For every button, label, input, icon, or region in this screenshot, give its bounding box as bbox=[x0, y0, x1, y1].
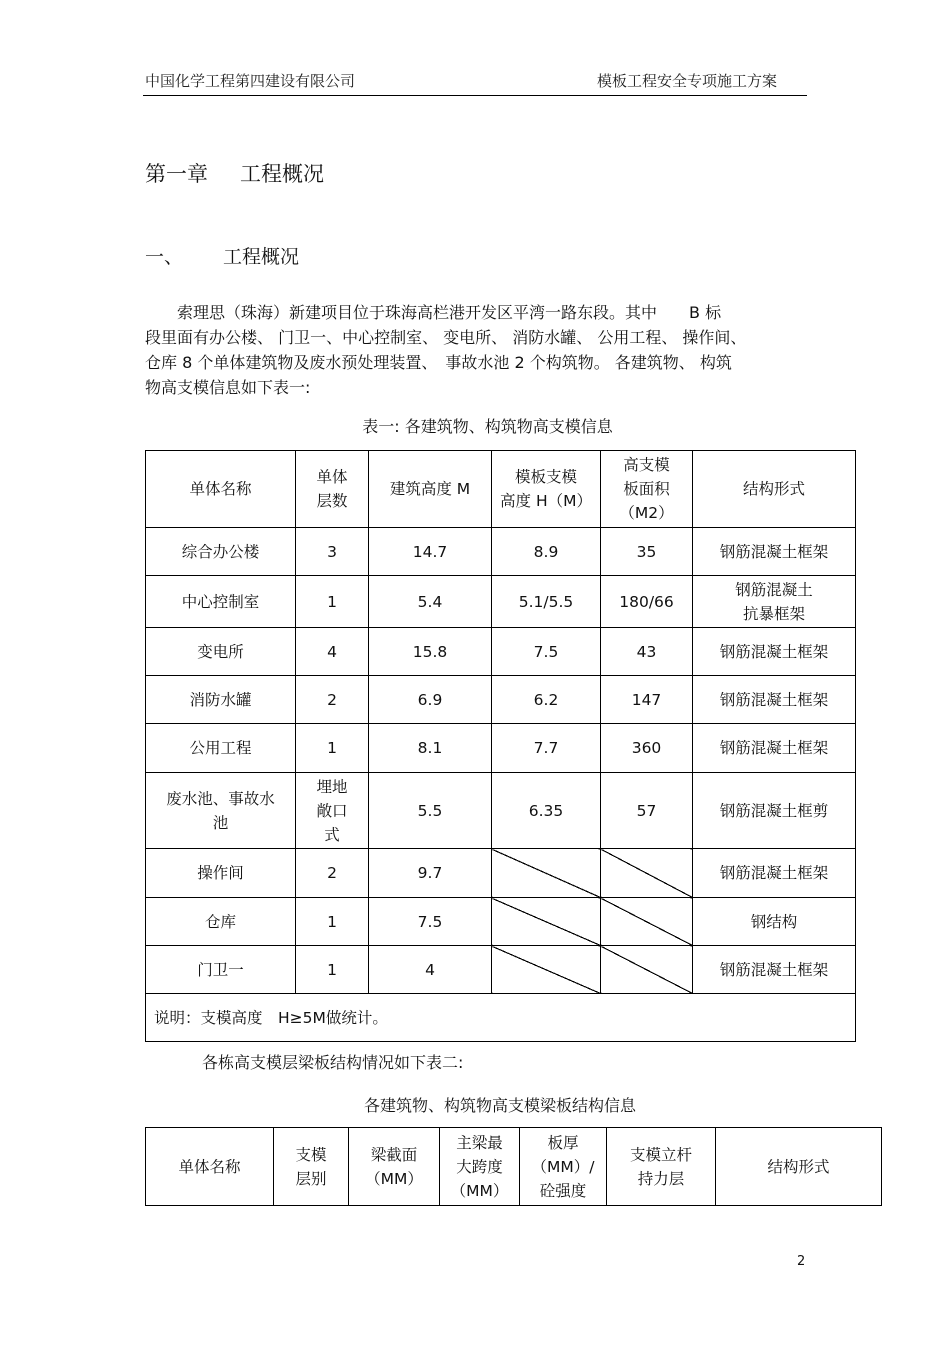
table1-header-cell: 单体名称 bbox=[146, 451, 296, 528]
table2-caption: 各建筑物、构筑物高支模梁板结构信息 bbox=[363, 1096, 636, 1115]
table-cell: 5.4 bbox=[369, 576, 492, 628]
table-cell: 8.9 bbox=[492, 528, 601, 576]
table-cell: 废水池、事故水 池 bbox=[146, 773, 296, 849]
table-cell: 2 bbox=[296, 676, 369, 724]
chapter-number: 第一章 bbox=[145, 162, 208, 186]
table-cell: 1 bbox=[296, 946, 369, 994]
table-cell: 变电所 bbox=[146, 628, 296, 676]
table1-header-cell: 建筑高度 M bbox=[369, 451, 492, 528]
table-cell: 9.7 bbox=[369, 849, 492, 898]
table-cell: 5.1/5.5 bbox=[492, 576, 601, 628]
table1-header-row bbox=[146, 451, 856, 528]
table-cell-crossed-out bbox=[601, 946, 693, 994]
table-cell: 3 bbox=[296, 528, 369, 576]
table-cell-crossed-out bbox=[492, 946, 601, 994]
table-cell: 中心控制室 bbox=[146, 576, 296, 628]
table1-note-row bbox=[146, 994, 856, 1042]
table1-body bbox=[146, 451, 856, 1042]
table-cell: 门卫一 bbox=[146, 946, 296, 994]
table-cell: 1 bbox=[296, 576, 369, 628]
table-cell: 公用工程 bbox=[146, 724, 296, 773]
table-row bbox=[146, 576, 856, 628]
table-cell: 147 bbox=[601, 676, 693, 724]
table-row bbox=[146, 628, 856, 676]
table-cell: 钢结构 bbox=[693, 898, 856, 946]
table-row bbox=[146, 528, 856, 576]
paragraph-line: 仓库 8 个单体建筑物及废水预处理装置、 事故水池 2 个构筑物。 各建筑物、 构筑 bbox=[145, 353, 732, 372]
table-cell: 钢筋混凝土框架 bbox=[693, 528, 856, 576]
table-cell: 2 bbox=[296, 849, 369, 898]
table2-beam-slab-info bbox=[145, 1127, 882, 1206]
table-cell: 钢筋混凝土框架 bbox=[693, 724, 856, 773]
table-cell: 7.7 bbox=[492, 724, 601, 773]
table-cell: 43 bbox=[601, 628, 693, 676]
page-number: 2 bbox=[797, 1254, 806, 1269]
table-cell: 钢筋混凝土框架 bbox=[693, 946, 856, 994]
table-cell: 7.5 bbox=[369, 898, 492, 946]
header-company: 中国化学工程第四建设有限公司 bbox=[145, 72, 356, 90]
table2-header-cell: 板厚 （MM）/ 砼强度 bbox=[520, 1128, 607, 1206]
table2-header-cell: 主梁最 大跨度 （MM） bbox=[440, 1128, 520, 1206]
table-cell: 钢筋混凝土框架 bbox=[693, 849, 856, 898]
table-cell-crossed-out bbox=[601, 849, 693, 898]
table2-header-cell: 单体名称 bbox=[146, 1128, 274, 1206]
table-row bbox=[146, 898, 856, 946]
table-cell: 7.5 bbox=[492, 628, 601, 676]
table2-header-cell: 梁截面 （MM） bbox=[349, 1128, 440, 1206]
table-cell-crossed-out bbox=[492, 898, 601, 946]
table-cell: 6.9 bbox=[369, 676, 492, 724]
paragraph-line: 索理思（珠海）新建项目位于珠海高栏港开发区平湾一路东段。其中 B 标 bbox=[145, 303, 722, 322]
table-cell: 仓库 bbox=[146, 898, 296, 946]
intro-paragraph bbox=[145, 300, 805, 400]
table-cell: 4 bbox=[369, 946, 492, 994]
table1-caption: 表一: 各建筑物、构筑物高支模信息 bbox=[362, 417, 613, 436]
table-cell: 6.2 bbox=[492, 676, 601, 724]
table1-header-cell: 结构形式 bbox=[693, 451, 856, 528]
table-row bbox=[146, 773, 856, 849]
table-cell: 钢筋混凝土 抗暴框架 bbox=[693, 576, 856, 628]
table2-header-cell: 支模立杆 持力层 bbox=[607, 1128, 716, 1206]
header-doc-title: 模板工程安全专项施工方案 bbox=[597, 72, 778, 90]
table-cell: 消防水罐 bbox=[146, 676, 296, 724]
table-cell: 操作间 bbox=[146, 849, 296, 898]
table-row bbox=[146, 849, 856, 898]
table-cell: 4 bbox=[296, 628, 369, 676]
table-cell: 15.8 bbox=[369, 628, 492, 676]
table-cell: 14.7 bbox=[369, 528, 492, 576]
table-cell: 1 bbox=[296, 724, 369, 773]
table1-header-cell: 单体 层数 bbox=[296, 451, 369, 528]
table-cell: 埋地 敞口 式 bbox=[296, 773, 369, 849]
table-cell: 钢筋混凝土框架 bbox=[693, 676, 856, 724]
header-rule bbox=[143, 95, 807, 96]
table-cell: 180/66 bbox=[601, 576, 693, 628]
table1-header-cell: 模板支模 高度 H（M） bbox=[492, 451, 601, 528]
section-title: 工程概况 bbox=[223, 246, 300, 268]
table-cell: 钢筋混凝土框剪 bbox=[693, 773, 856, 849]
table-cell: 钢筋混凝土框架 bbox=[693, 628, 856, 676]
table1-header-cell: 高支模 板面积 （M2） bbox=[601, 451, 693, 528]
table2-header-cell: 支模 层别 bbox=[274, 1128, 349, 1206]
table-cell: 360 bbox=[601, 724, 693, 773]
section-heading bbox=[145, 242, 299, 269]
paragraph-line: 物高支模信息如下表一: bbox=[145, 378, 311, 397]
chapter-title: 工程概况 bbox=[240, 162, 324, 186]
table-cell-crossed-out bbox=[492, 849, 601, 898]
table-cell: 1 bbox=[296, 898, 369, 946]
table2-header-row bbox=[146, 1128, 882, 1206]
table-row bbox=[146, 724, 856, 773]
chapter-heading bbox=[145, 158, 324, 188]
table-cell-crossed-out bbox=[601, 898, 693, 946]
table-cell: 35 bbox=[601, 528, 693, 576]
section-number: 一、 bbox=[145, 246, 184, 268]
table2-header-cell: 结构形式 bbox=[716, 1128, 882, 1206]
table2-intro: 各栋高支模层梁板结构情况如下表二: bbox=[202, 1053, 464, 1072]
table1-formwork-info bbox=[145, 450, 856, 1042]
table-cell: 6.35 bbox=[492, 773, 601, 849]
table-cell: 5.5 bbox=[369, 773, 492, 849]
table-cell: 8.1 bbox=[369, 724, 492, 773]
table-cell: 57 bbox=[601, 773, 693, 849]
table-row bbox=[146, 946, 856, 994]
table-row bbox=[146, 676, 856, 724]
table2-body bbox=[146, 1128, 882, 1206]
paragraph-line: 段里面有办公楼、 门卫一、中心控制室、 变电所、 消防水罐、 公用工程、 操作间、 bbox=[145, 328, 747, 347]
table1-note: 说明：支模高度 H≥5M做统计。 bbox=[146, 994, 856, 1042]
table-cell: 综合办公楼 bbox=[146, 528, 296, 576]
